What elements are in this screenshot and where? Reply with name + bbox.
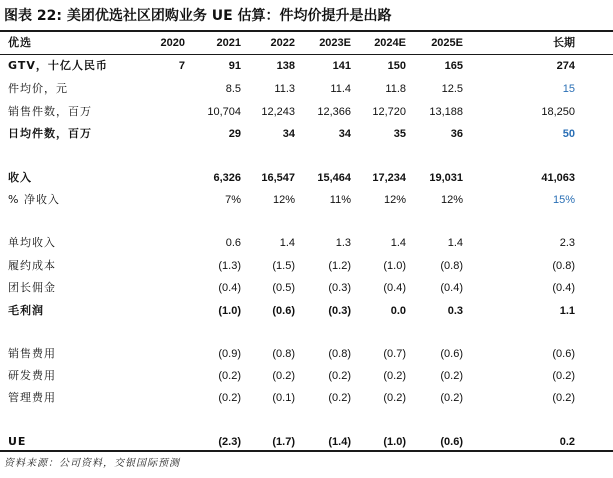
cell-2023e: 11.4 bbox=[330, 83, 351, 95]
cell-2025e: (0.2) bbox=[440, 392, 463, 404]
table-row bbox=[0, 344, 613, 364]
cell-2022: 12% bbox=[272, 194, 295, 206]
row-label: 毛利润 bbox=[8, 304, 44, 317]
header-2022: 2022 bbox=[270, 37, 295, 49]
cell-2024e: (0.7) bbox=[383, 348, 406, 360]
cell-2021: 7% bbox=[225, 194, 241, 206]
table-header-row bbox=[0, 33, 613, 53]
cell-2025e: 0.3 bbox=[447, 305, 463, 317]
cell-2021: (0.2) bbox=[218, 370, 241, 382]
cell-2025e: 1.4 bbox=[447, 237, 463, 249]
cell-2025e: (0.6) bbox=[440, 436, 463, 448]
row-label: UE bbox=[8, 435, 27, 448]
cell-long-term: 50 bbox=[562, 128, 575, 140]
header-long-term: 长期 bbox=[553, 37, 575, 49]
cell-2024e: (1.0) bbox=[383, 260, 406, 272]
cell-2021: 91 bbox=[228, 60, 241, 72]
cell-2022: (1.7) bbox=[272, 436, 295, 448]
cell-2021: (0.2) bbox=[218, 392, 241, 404]
table-row bbox=[0, 168, 613, 188]
cell-2025e: 12.5 bbox=[441, 83, 463, 95]
cell-2020: 7 bbox=[178, 60, 185, 72]
cell-2022: 34 bbox=[282, 128, 295, 140]
table-row bbox=[0, 79, 613, 99]
cell-2023e: 12,366 bbox=[317, 106, 351, 118]
cell-2024e: (0.2) bbox=[383, 392, 406, 404]
table-row bbox=[0, 56, 613, 76]
table-row bbox=[0, 366, 613, 386]
cell-2024e: (0.2) bbox=[383, 370, 406, 382]
cell-2025e: 36 bbox=[450, 128, 463, 140]
header-2024e: 2024E bbox=[374, 37, 406, 49]
cell-2023e: 141 bbox=[332, 60, 351, 72]
cell-2021: 0.6 bbox=[225, 237, 241, 249]
cell-2022: (0.8) bbox=[272, 348, 295, 360]
cell-2023e: 15,464 bbox=[317, 172, 351, 184]
cell-2021: (1.0) bbox=[218, 305, 241, 317]
table-row bbox=[0, 233, 613, 253]
cell-long-term: 15 bbox=[562, 83, 575, 95]
cell-2024e: 12,720 bbox=[372, 106, 406, 118]
table-row bbox=[0, 124, 613, 144]
bottom-rule bbox=[0, 450, 613, 452]
cell-2023e: (0.3) bbox=[328, 305, 351, 317]
cell-2021: (1.3) bbox=[218, 260, 241, 272]
cell-2022: 1.4 bbox=[279, 237, 295, 249]
cell-2023e: 11% bbox=[329, 194, 351, 206]
header-rule bbox=[0, 54, 613, 55]
row-label: 销售件数，百万 bbox=[8, 105, 92, 118]
cell-2025e: (0.2) bbox=[440, 370, 463, 382]
cell-2022: 138 bbox=[276, 60, 295, 72]
cell-long-term: (0.8) bbox=[552, 260, 575, 272]
header-2021: 2021 bbox=[216, 37, 241, 49]
cell-2023e: (0.8) bbox=[328, 348, 351, 360]
row-label: 研发费用 bbox=[8, 369, 56, 382]
source-note: 资料来源：公司资料，交银国际预测 bbox=[4, 458, 180, 469]
row-label: 收入 bbox=[8, 171, 32, 184]
row-label: GTV，十亿人民币 bbox=[8, 59, 108, 72]
row-label: 履约成本 bbox=[8, 259, 56, 272]
cell-2024e: 11.8 bbox=[385, 83, 406, 95]
top-rule bbox=[0, 30, 613, 32]
header-2023e: 2023E bbox=[319, 37, 351, 49]
row-label: 单均收入 bbox=[8, 236, 56, 249]
cell-2022: 11.3 bbox=[274, 83, 295, 95]
cell-2024e: 1.4 bbox=[390, 237, 406, 249]
cell-2023e: (0.2) bbox=[328, 370, 351, 382]
cell-2025e: 165 bbox=[444, 60, 463, 72]
cell-2024e: (0.4) bbox=[383, 282, 406, 294]
cell-2024e: 12% bbox=[383, 194, 406, 206]
cell-2023e: 34 bbox=[338, 128, 351, 140]
table-row bbox=[0, 102, 613, 122]
cell-2022: 16,547 bbox=[261, 172, 295, 184]
table-row bbox=[0, 432, 613, 452]
cell-2025e: (0.6) bbox=[440, 348, 463, 360]
row-label: 件均价，元 bbox=[8, 82, 68, 95]
cell-2022: (0.1) bbox=[272, 392, 295, 404]
figure-title: 图表 22: 美团优选社区团购业务 UE 估算：件均价提升是出路 bbox=[4, 8, 392, 24]
cell-2025e: 13,188 bbox=[429, 106, 463, 118]
table-row bbox=[0, 278, 613, 298]
cell-2022: (0.2) bbox=[272, 370, 295, 382]
cell-2021: 6,326 bbox=[213, 172, 241, 184]
cell-2025e: 19,031 bbox=[429, 172, 463, 184]
cell-long-term: 2.3 bbox=[559, 237, 575, 249]
cell-2022: (1.5) bbox=[272, 260, 295, 272]
table-row bbox=[0, 301, 613, 321]
cell-long-term: 15% bbox=[552, 194, 575, 206]
header-2020: 2020 bbox=[160, 37, 185, 49]
cell-2023e: 1.3 bbox=[335, 237, 351, 249]
cell-2025e: 12% bbox=[440, 194, 463, 206]
row-label: 销售费用 bbox=[8, 347, 56, 360]
cell-long-term: (0.2) bbox=[552, 370, 575, 382]
cell-long-term: (0.2) bbox=[552, 392, 575, 404]
table-row bbox=[0, 190, 613, 210]
cell-long-term: 274 bbox=[556, 60, 575, 72]
row-label: 日均件数，百万 bbox=[8, 127, 92, 140]
cell-2023e: (1.2) bbox=[328, 260, 351, 272]
cell-long-term: 41,063 bbox=[541, 172, 575, 184]
cell-2021: (0.9) bbox=[218, 348, 241, 360]
cell-2024e: 17,234 bbox=[372, 172, 406, 184]
cell-long-term: 0.2 bbox=[559, 436, 575, 448]
cell-2021: 8.5 bbox=[225, 83, 241, 95]
header-label: 优选 bbox=[8, 36, 32, 49]
cell-long-term: 1.1 bbox=[559, 305, 575, 317]
cell-2023e: (0.3) bbox=[328, 282, 351, 294]
table-row bbox=[0, 256, 613, 276]
cell-long-term: (0.4) bbox=[552, 282, 575, 294]
cell-long-term: (0.6) bbox=[552, 348, 575, 360]
cell-2021: (0.4) bbox=[218, 282, 241, 294]
cell-2022: 12,243 bbox=[261, 106, 295, 118]
cell-2024e: 150 bbox=[387, 60, 406, 72]
cell-2024e: (1.0) bbox=[383, 436, 406, 448]
row-label: 团长佣金 bbox=[8, 281, 56, 294]
table-row bbox=[0, 388, 613, 408]
cell-2021: 29 bbox=[228, 128, 241, 140]
cell-2025e: (0.8) bbox=[440, 260, 463, 272]
cell-2022: (0.6) bbox=[272, 305, 295, 317]
cell-long-term: 18,250 bbox=[541, 106, 575, 118]
cell-2024e: 35 bbox=[393, 128, 406, 140]
cell-2023e: (0.2) bbox=[328, 392, 351, 404]
cell-2023e: (1.4) bbox=[328, 436, 351, 448]
cell-2024e: 0.0 bbox=[390, 305, 406, 317]
header-2025e: 2025E bbox=[431, 37, 463, 49]
cell-2025e: (0.4) bbox=[440, 282, 463, 294]
cell-2021: (2.3) bbox=[218, 436, 241, 448]
row-label: 管理费用 bbox=[8, 391, 56, 404]
cell-2022: (0.5) bbox=[272, 282, 295, 294]
cell-2021: 10,704 bbox=[207, 106, 241, 118]
row-label: % 净收入 bbox=[8, 193, 60, 206]
